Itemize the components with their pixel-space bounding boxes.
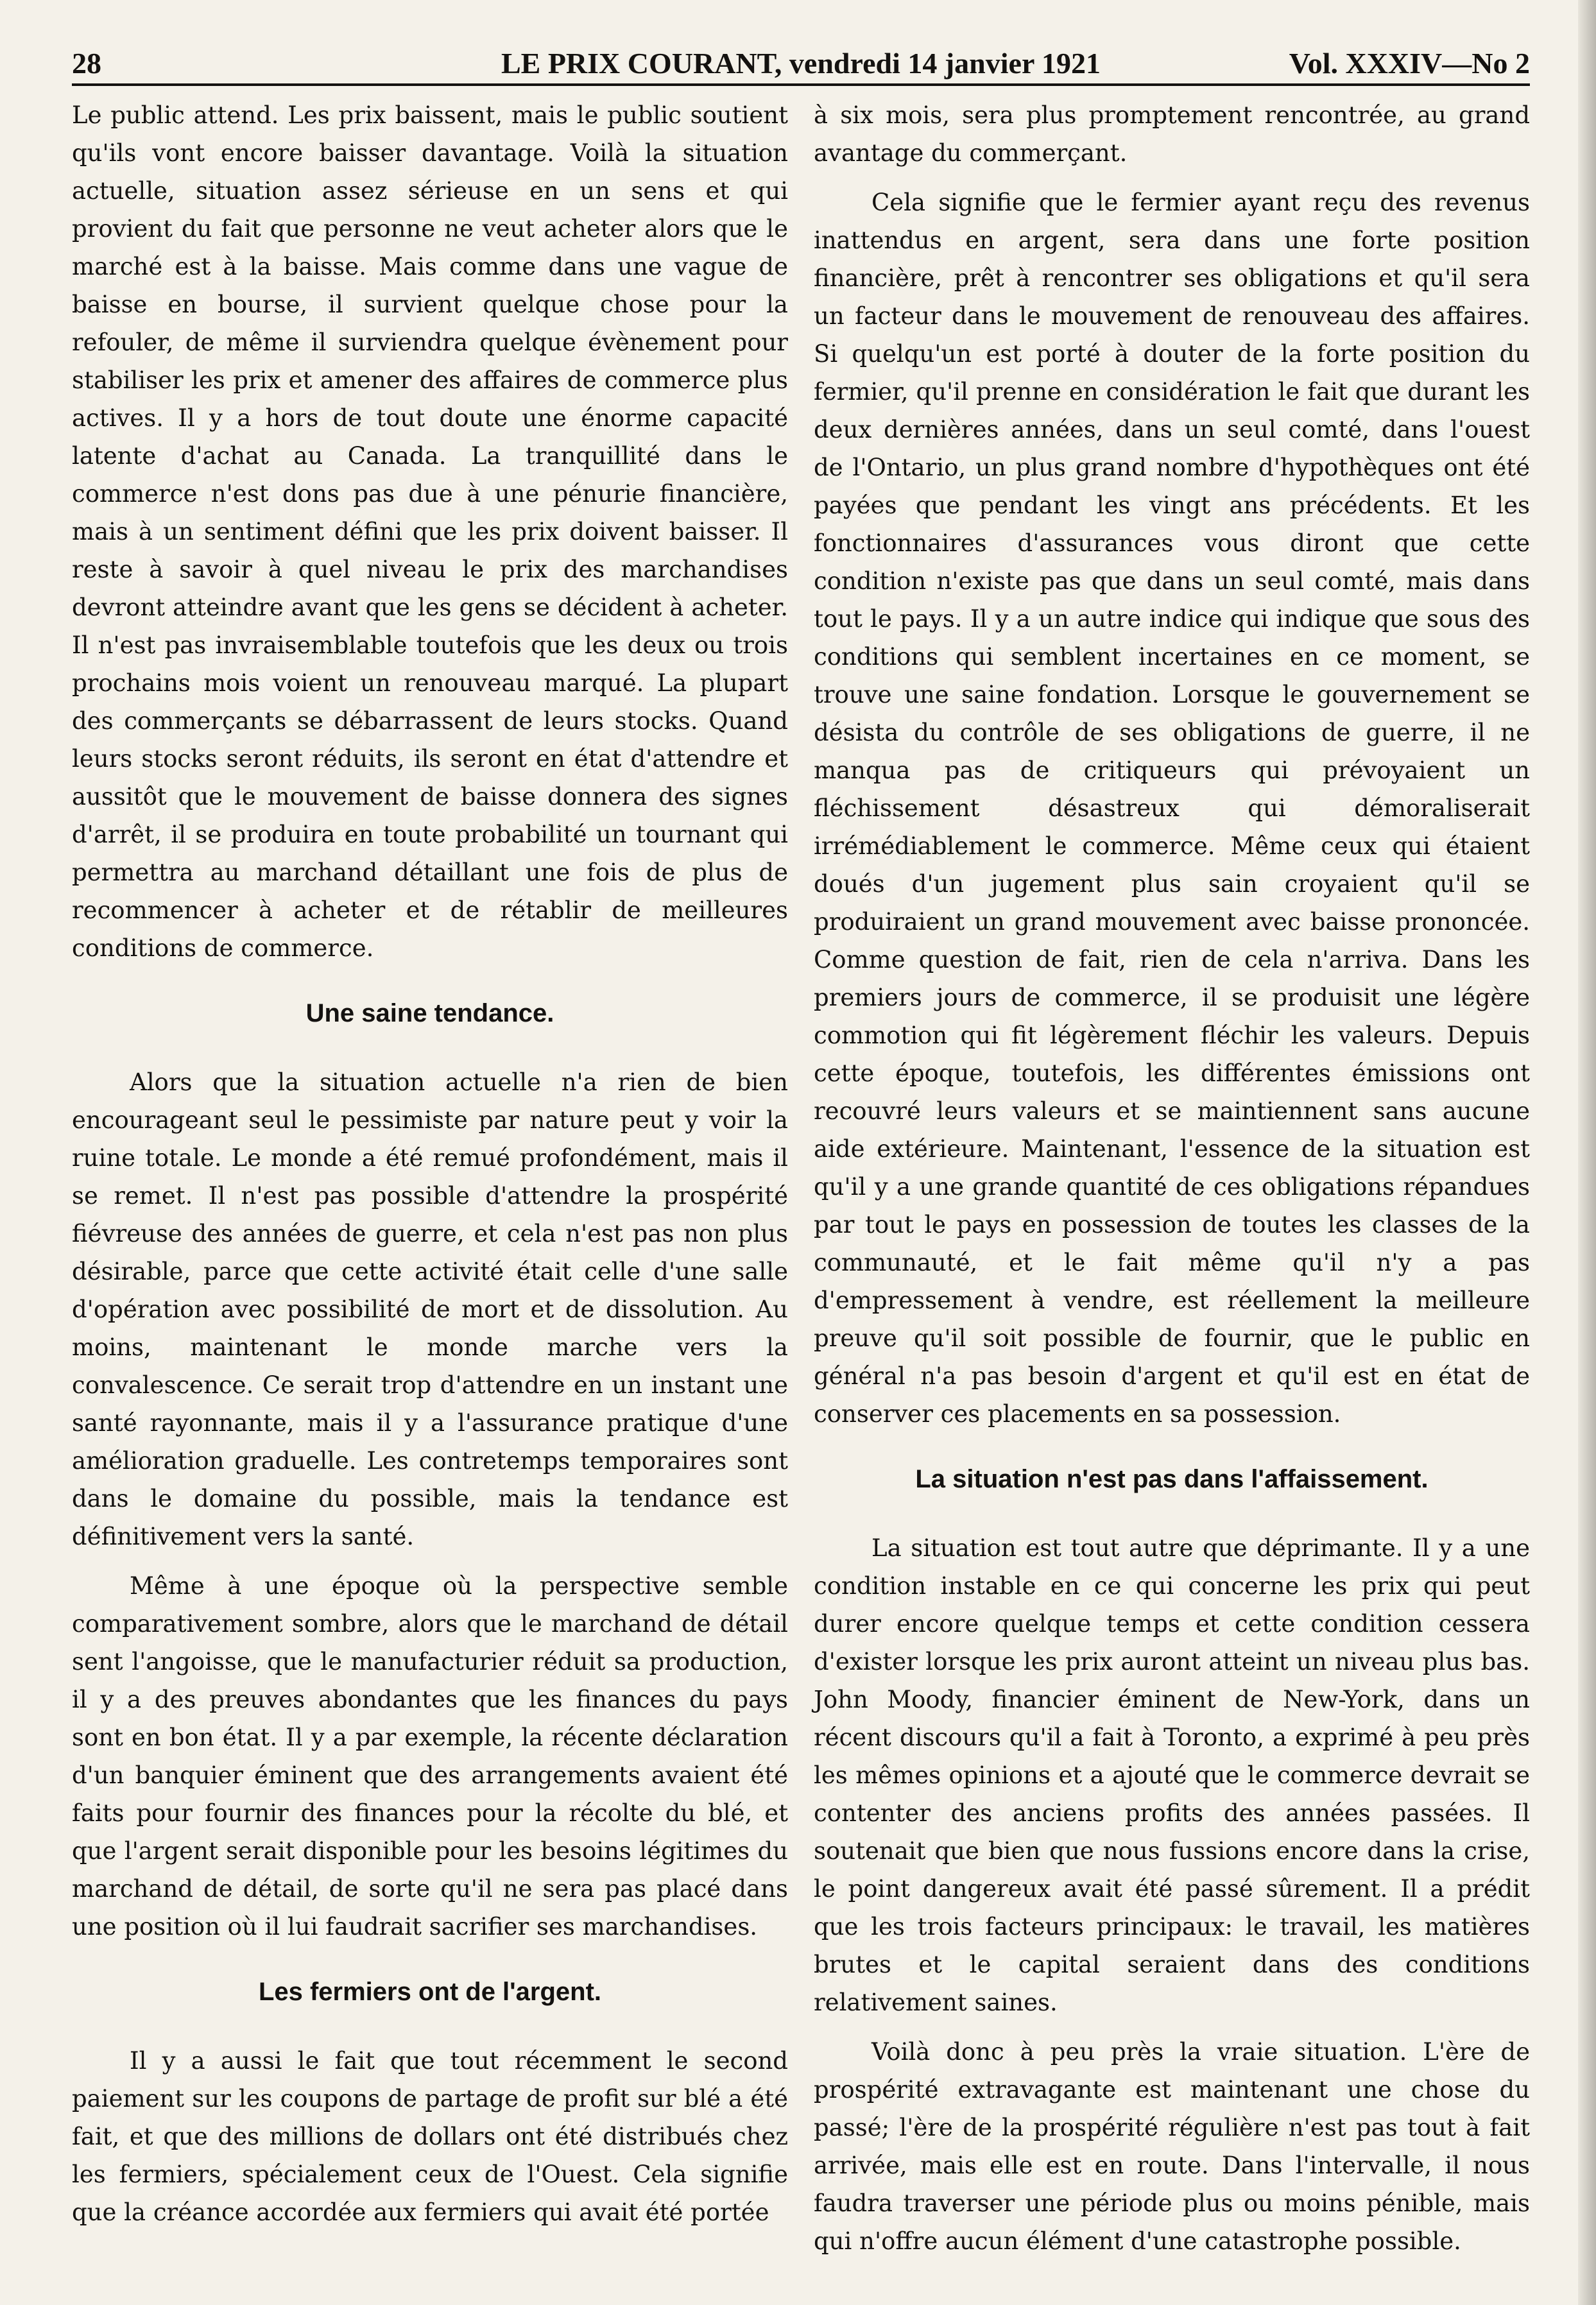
article-paragraph: Voilà donc à peu près la vraie situation. L'ère de prospérité extravagante est maintenant une chose du passé; l'ère de la prospérité régulière n'est pas tout à fait arrivée, mais elle est en route. Dans l'intervalle, il nous faudra traverser une période plus ou moins pénible, mais qui n'offre aucun élément d'une catastrophe possible. bbox=[814, 2038, 1530, 2255]
article-paragraph: Même à une époque où la perspective semble comparativement sombre, alors que le marchand de détail sent l'angoisse, que le manufacturier réduit sa production, il y a des preuves abondantes que les finances du pays sont en bon état. Il y a par exemple, la récente déclaration d'un banquier éminent que des arrangements avaient été faits pour fournir des finances pour la récolte du blé, et que l'argent serait disponible pour les besoins légitimes du marchand de détail, de sorte qu'il ne sera pas placé dans une position où il lui faudrait sacrifier ses marchandises. bbox=[72, 1572, 788, 1941]
article-paragraph: à six mois, sera plus promptement rencontrée, au grand avantage du commerçant. bbox=[814, 101, 1530, 167]
page-edge-shadow bbox=[1578, 0, 1596, 2305]
publication-title: LE PRIX COURANT, vendredi 14 janvier 1921 bbox=[501, 47, 1101, 80]
page-number: 28 bbox=[72, 47, 101, 80]
article-paragraph: La situation est tout autre que déprimante. Il y a une condition instable en ce qui concerne les prix qui peut durer encore quelque temps et cette condition cessera d'exister lorsque les prix auront atteint un niveau plus bas. John Moody, financier éminent de New-York, dans un récent discours qu'il a fait à Toronto, a exprimé à peu près les mêmes opinions et a ajouté que le commerce devrait se contenter des anciens profits des années passées. Il soutenait que bien que nous fussions encore dans la crise, le point dangereux avait été passé sûrement. Il a prédit que les trois facteurs principaux: le travail, les matières brutes et le capital seraient dans des conditions relativement saines. bbox=[814, 1534, 1530, 2016]
section-heading: Les fermiers ont de l'argent. bbox=[258, 1978, 602, 2006]
right-column bbox=[814, 96, 1530, 2255]
volume-number: Vol. XXXIV—No 2 bbox=[1289, 47, 1530, 80]
article-paragraph: Cela signifie que le fermier ayant reçu des revenus inattendus en argent, sera dans une forte position financière, prêt à rencontrer ses obligations et qu'il sera un facteur dans le mouvement de renouveau des affaires. Si quelqu'un est porté à douter de la forte position du fermier, qu'il prenne en considération le fait que durant les deux dernières années, dans un seul comté, dans l'ouest de l'Ontario, un plus grand nombre d'hypothèques ont été payées que pendant les vingt ans précédents. Et les fonctionnaires d'assurances vous diront que cette condition n'existe pas que dans un seul comté, mais dans tout le pays. Il y a un autre indice qui indique que sous des conditions qui semblent incertaines en ce moment, se trouve une saine fondation. Lorsque le gouvernement se désista du contrôle de ses obligations de guerre, il ne manqua pas de critiqueurs qui prévoyaient un fléchissement désastreux qui démoraliserait irrémédiablement le commerce. Même ceux qui étaient doués d'un jugement plus sain croyaient qu'il se produiraient un grand mouvement avec baisse prononcée. Comme question de fait, rien de cela n'arriva. Dans les premiers jours de commerce, il se produisit une légère commotion qui fit légèrement fléchir les valeurs. Depuis cette époque, toutefois, les différentes émissions ont recouvré leurs valeurs et se maintiennent sans aucune aide extérieure. Maintenant, l'essence de la situation est qu'il y a une grande quantité de ces obligations répandues par tout le pays en possession de toutes les classes de la communauté, et le fait même qu'il n'y a pas d'empressement à vendre, est réellement la meilleure preuve qu'il soit possible de fournir, que le public en général n'a pas besoin d'argent et qu'il est en état de conserver ces placements en sa possession. bbox=[814, 189, 1530, 1428]
article-paragraph: Il y a aussi le fait que tout récemment le second paiement sur les coupons de partage de profit sur blé a été fait, et que des millions de dollars ont été distribués chez les fermiers, spécialement ceux de l'Ouest. Cela signifie que la créance accordée aux fermiers qui avait été portée bbox=[72, 2047, 788, 2226]
article-paragraph: Alors que la situation actuelle n'a rien de bien encourageant seul le pessimiste par nature peut y voir la ruine totale. Le monde a été remué profondément, mais il se remet. Il n'est pas possible d'attendre la prospérité fiévreuse des années de guerre, et cela n'est pas non plus désirable, parce que cette activité était celle d'une salle d'opération avec possibilité de mort et de dissolution. Au moins, maintenant le monde marche vers la convalescence. Ce serait trop d'attendre en un instant une santé rayonnante, mais il y a l'assurance pratique d'une amélioration graduelle. Les contretemps temporaires sont dans le domaine du possible, mais la tendance est définitivement vers la santé. bbox=[72, 1068, 788, 1550]
left-column bbox=[72, 96, 788, 2246]
article-paragraph: Le public attend. Les prix baissent, mais le public soutient qu'ils vont encore baisser davantage. Voilà la situation actuelle, situation assez sérieuse en un sens et qui provient du fait que personne ne veut acheter alors que le marché est à la baisse. Mais comme dans une vague de baisse en bourse, il survient quelque chose pour la refouler, de même il surviendra quelque évènement pour stabiliser les prix et amener des affaires de commerce plus actives. Il y a hors de tout doute une énorme capacité latente d'achat au Canada. La tranquillité dans le commerce n'est dons pas due à une pénurie financière, mais à un sentiment défini que les prix doivent baisser. Il reste à savoir à quel niveau le prix des marchandises devront atteindre avant que les gens se décident à acheter. Il n'est pas invraisemblable toutefois que les deux ou trois prochains mois voient un renouveau marqué. La plupart des commerçants se débarrassent de leurs stocks. Quand leurs stocks seront réduits, ils seront en état d'attendre et aussitôt que le mouvement de baisse donnera des signes d'arrêt, il se produira en toute probabilité un tournant qui permettra au marchand détaillant une fois de plus de recommencer à acheter et de rétablir de meilleures conditions de commerce. bbox=[72, 101, 788, 962]
header-rule bbox=[72, 83, 1530, 86]
page-header bbox=[72, 46, 1530, 85]
section-heading: La situation n'est pas dans l'affaissement. bbox=[915, 1465, 1429, 1493]
section-heading: Une saine tendance. bbox=[305, 999, 554, 1027]
